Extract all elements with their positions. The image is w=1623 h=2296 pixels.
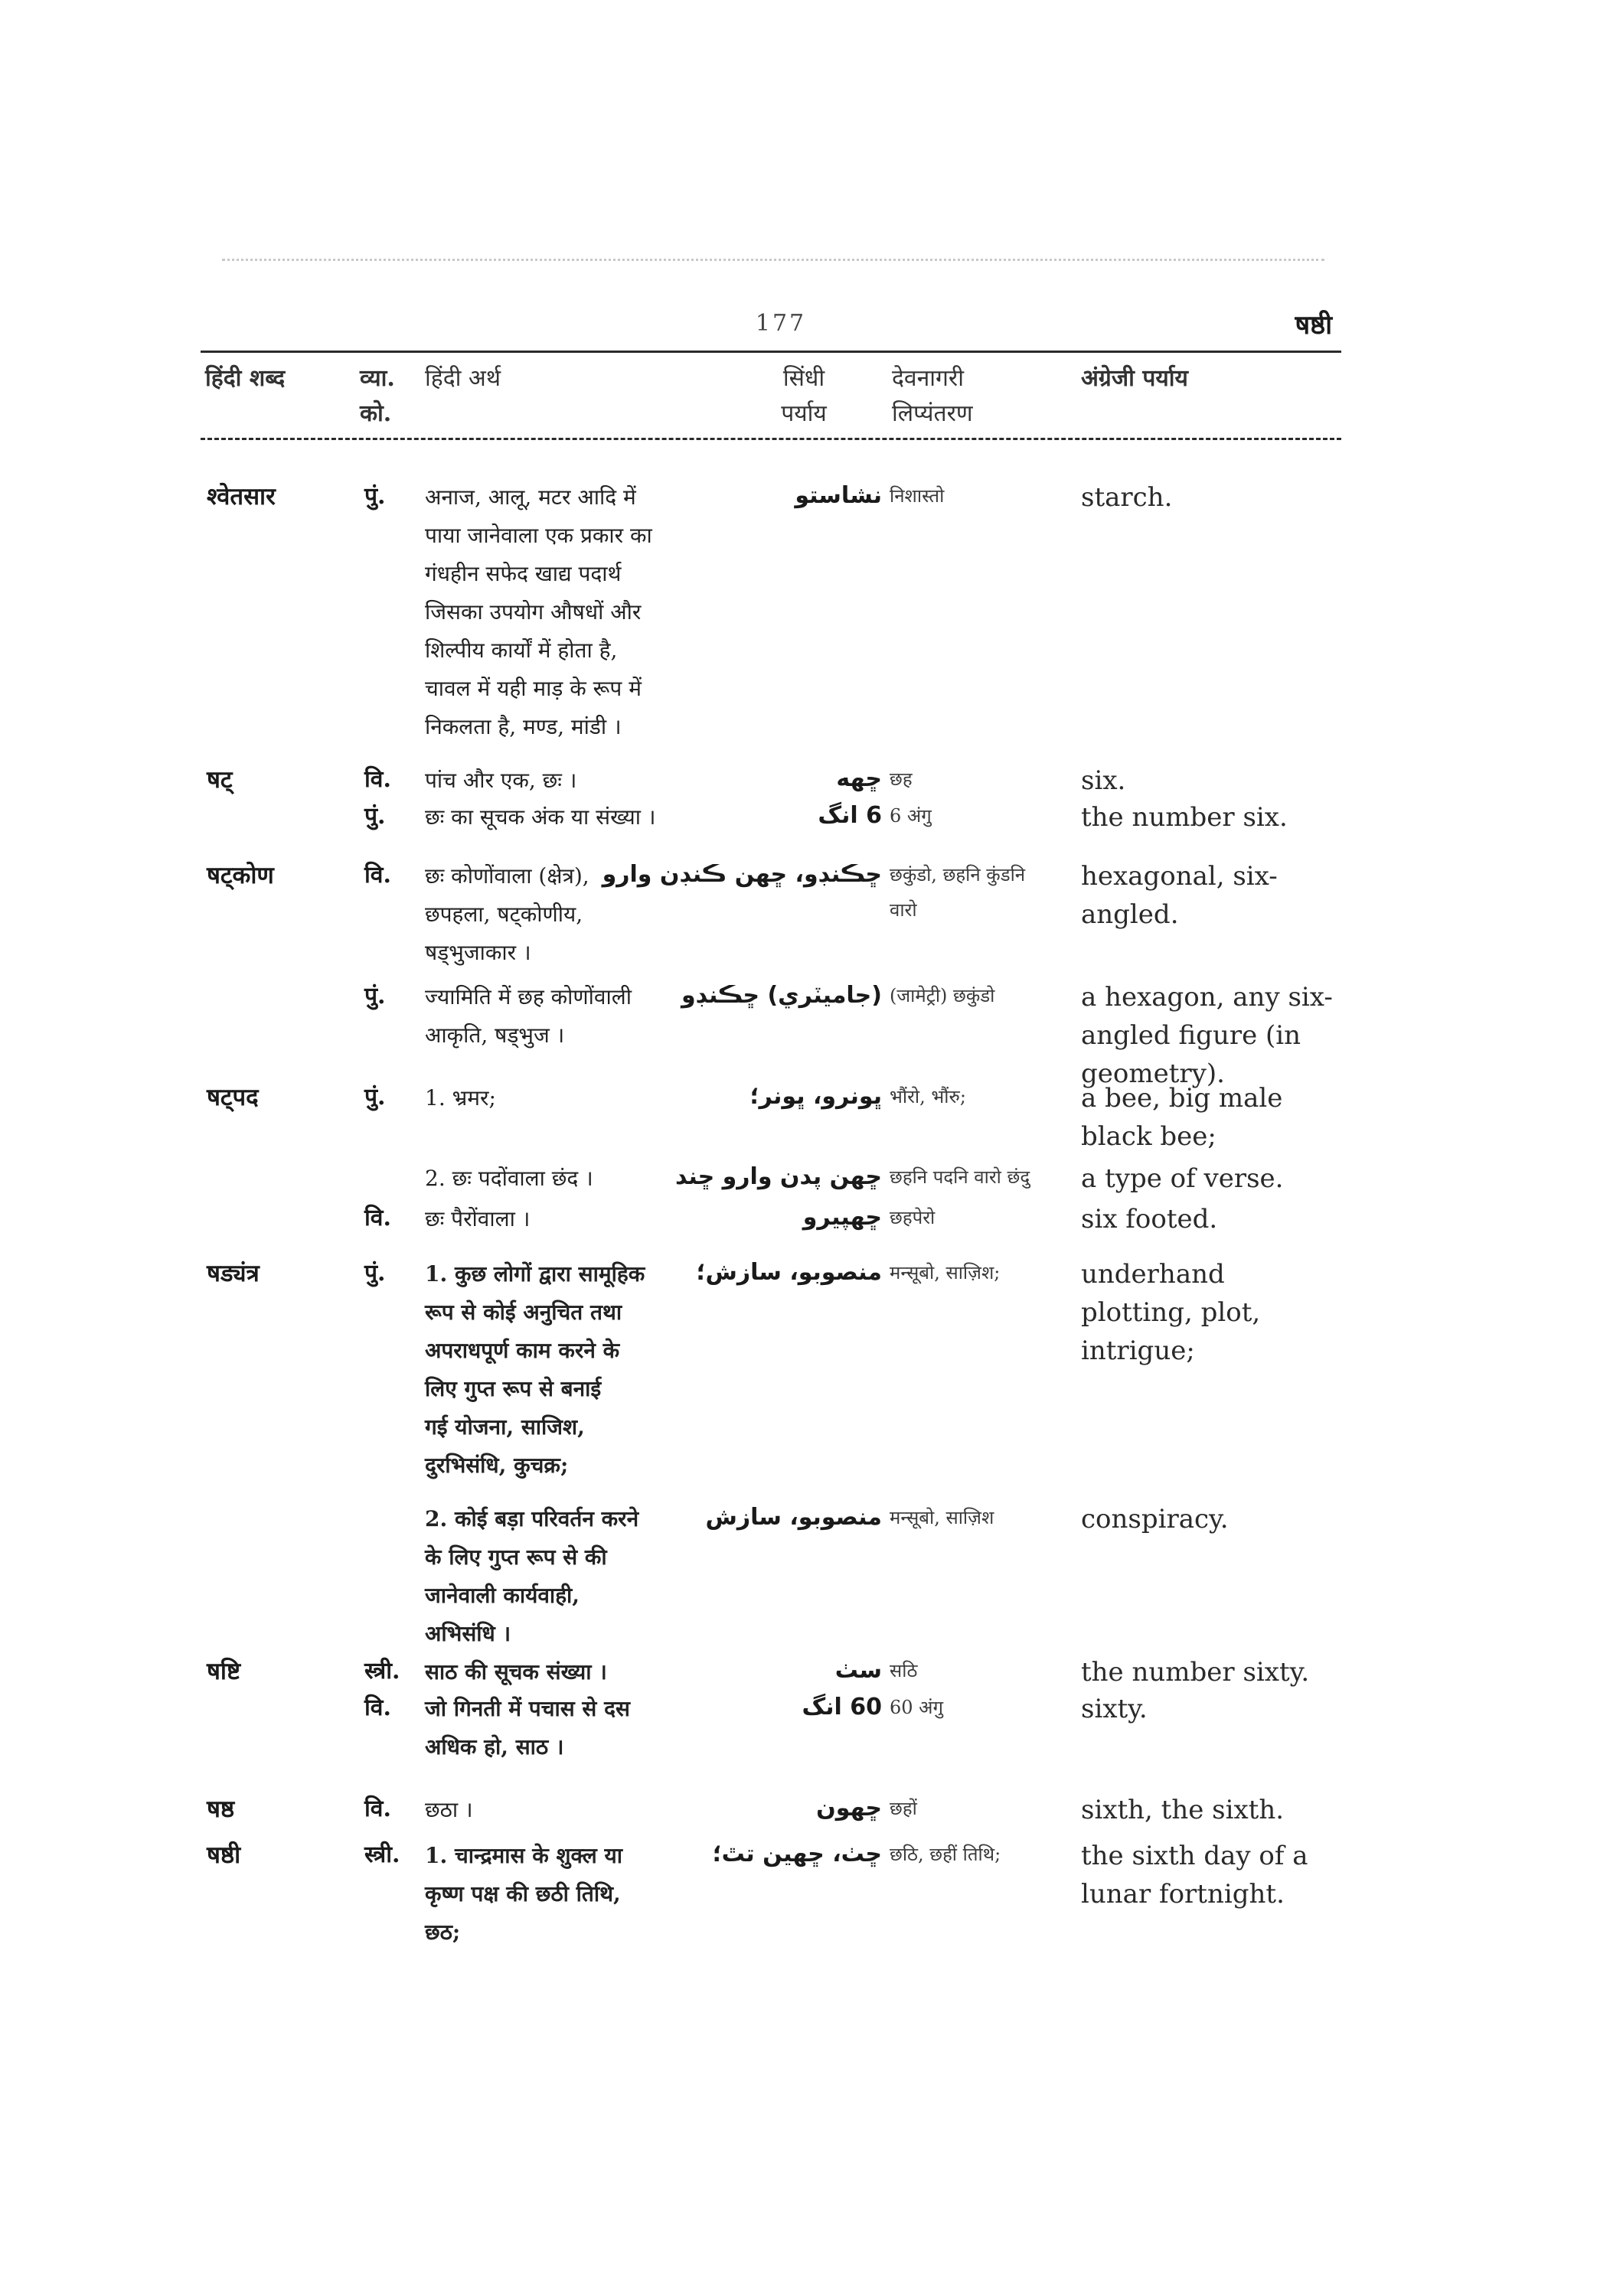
- transliteration-line: छहपेरो: [890, 1207, 936, 1228]
- english-equivalent: [1081, 1500, 1334, 1538]
- grammar-label: वि.: [364, 862, 391, 889]
- headword: श्वेतसार: [207, 483, 276, 510]
- headword: षड्यंत्र: [207, 1260, 260, 1287]
- meaning-line: 1. भ्रमर;: [425, 1085, 496, 1110]
- english-line: hexagonal, six-: [1081, 861, 1278, 892]
- meaning-line: छठा ।: [425, 1797, 473, 1822]
- col-head-sindhi: सिंधी पर्याय: [781, 365, 827, 427]
- english-line: sixty.: [1081, 1694, 1148, 1724]
- meaning-line: षड्भुजाकार ।: [425, 940, 531, 965]
- header-bottom-rule: [201, 438, 1341, 440]
- page-number: 177: [755, 310, 807, 337]
- sindhi-equivalent: ڇڪنڊو، ڇهن ڪنڊن وارو: [602, 861, 882, 888]
- scan-edge-mark: [222, 259, 1324, 261]
- grammar-label: वि.: [364, 1694, 391, 1721]
- english-line: a type of verse.: [1081, 1163, 1284, 1194]
- english-equivalent: [1081, 1690, 1334, 1728]
- english-equivalent: [1081, 478, 1334, 517]
- transliteration-line: छह: [890, 768, 913, 790]
- sindhi-equivalent: منصوبو، سازش: [705, 1504, 882, 1531]
- meaning-line: साठ की सूचक संख्या ।: [425, 1659, 607, 1684]
- english-line: six footed.: [1081, 1204, 1218, 1234]
- meaning-line: गई योजना, साजिश,: [425, 1414, 585, 1440]
- english-line: conspiracy.: [1081, 1504, 1229, 1534]
- headword: षट्: [207, 766, 233, 794]
- sindhi-equivalent: ڀونرو، ڀونر؛: [749, 1083, 882, 1110]
- headword: षट्कोण: [207, 862, 274, 889]
- english-line: a bee, big male: [1081, 1083, 1283, 1114]
- english-equivalent: [1081, 1653, 1334, 1691]
- meaning-line: छपहला, षट्कोणीय,: [425, 902, 583, 927]
- english-line: a hexagon, any six-: [1081, 982, 1333, 1013]
- english-equivalent: [1081, 857, 1334, 934]
- transliteration-line: छहनि पदनि वारो छंदु: [890, 1166, 1030, 1188]
- english-equivalent: [1081, 1255, 1334, 1370]
- devanagari-transliteration: [890, 762, 1073, 797]
- english-line: black bee;: [1081, 1121, 1216, 1152]
- transliteration-line: निशास्तो: [890, 485, 945, 507]
- transliteration-line: छकुंडो, छहनि कुंडनि: [890, 864, 1026, 885]
- grammar-label: वि.: [364, 1795, 391, 1822]
- english-equivalent: [1081, 762, 1334, 800]
- transliteration-line: छठि, छहीं तिथि;: [890, 1844, 1001, 1865]
- meaning-line: 2. छः पदोंवाला छंद ।: [425, 1166, 593, 1191]
- grammar-label: पुं.: [364, 483, 386, 510]
- sindhi-equivalent: ڇهه: [836, 765, 882, 792]
- col-head-english: अंग्रेजी पर्याय: [1081, 365, 1188, 392]
- grammar-label: वि.: [364, 766, 391, 793]
- running-head: षष्ठी: [1295, 310, 1332, 341]
- english-line: the number sixty.: [1081, 1657, 1310, 1688]
- english-line: angled.: [1081, 899, 1179, 930]
- english-equivalent: [1081, 1200, 1334, 1238]
- meaning-line: पांच और एक, छः ।: [425, 768, 577, 793]
- meaning-line: दुरभिसंधि, कुचक्र;: [425, 1453, 569, 1478]
- meaning-line: चावल में यही माड़ के रूप में: [425, 676, 642, 701]
- devanagari-transliteration: [890, 1653, 1073, 1688]
- devanagari-transliteration: [890, 1837, 1073, 1872]
- english-line: geometry).: [1081, 1058, 1225, 1089]
- meaning-line: शिल्पीय कार्यों में होता है,: [425, 638, 618, 663]
- col-head-devanagari: देवनागरी लिप्यंतरण: [892, 365, 973, 427]
- english-line: six.: [1081, 765, 1126, 796]
- meaning-line: अधिक हो, साठ ।: [425, 1734, 564, 1760]
- transliteration-line: छहों: [890, 1798, 917, 1819]
- transliteration-line: 60 अंगु: [890, 1697, 944, 1718]
- english-equivalent: [1081, 1159, 1334, 1198]
- english-line: starch.: [1081, 482, 1173, 513]
- grammar-label: पुं.: [364, 803, 386, 830]
- devanagari-transliteration: [890, 1159, 1073, 1195]
- meaning-line: छः कोणोंवाला (क्षेत्र),: [425, 863, 589, 889]
- devanagari-transliteration: [890, 1690, 1073, 1725]
- english-line: intrigue;: [1081, 1336, 1195, 1366]
- devanagari-transliteration: [890, 1791, 1073, 1826]
- meaning-line: छः पैरोंवाला ।: [425, 1206, 531, 1231]
- transliteration-line: सठि: [890, 1660, 918, 1681]
- transliteration-line: मन्सूबो, साज़िश;: [890, 1262, 1001, 1283]
- meaning-line: जानेवाली कार्यवाही,: [425, 1583, 580, 1608]
- meaning-line: 1. चान्द्रमास के शुक्ल या: [425, 1843, 622, 1868]
- meaning-line: छः का सूचक अंक या संख्या ।: [425, 804, 656, 830]
- meaning-line: लिए गुप्त रूप से बनाई: [425, 1376, 602, 1401]
- grammar-label: स्त्री.: [364, 1658, 400, 1684]
- sindhi-equivalent: ڇهپيرو: [802, 1204, 882, 1231]
- meaning-line: कृष्ण पक्ष की छठी तिथि,: [425, 1881, 621, 1906]
- column-header-row: [0, 361, 1623, 435]
- english-line: underhand: [1081, 1259, 1225, 1290]
- devanagari-transliteration: [890, 978, 1073, 1013]
- devanagari-transliteration: [890, 857, 1073, 928]
- meaning-line: के लिए गुप्त रूप से की: [425, 1544, 607, 1570]
- meaning-line: अनाज, आलू, मटर आदि में: [425, 484, 636, 510]
- sindhi-equivalent: ڇهون: [816, 1795, 882, 1821]
- meaning-line: जो गिनती में पचास से दस: [425, 1696, 630, 1721]
- meaning-line: 1. कुछ लोगों द्वारा सामूहिक: [425, 1261, 645, 1287]
- sindhi-equivalent: منصوبو، سازش؛: [696, 1259, 882, 1286]
- grammar-label: वि.: [364, 1205, 391, 1231]
- sindhi-equivalent: 60 انگ: [802, 1694, 882, 1720]
- grammar-label: पुं.: [364, 1084, 386, 1110]
- devanagari-transliteration: [890, 1079, 1073, 1114]
- english-line: the number six.: [1081, 802, 1288, 833]
- english-line: sixth, the sixth.: [1081, 1795, 1285, 1825]
- sindhi-equivalent: 6 انگ: [818, 802, 882, 829]
- sindhi-equivalent: ڇٺ، ڇهين تٿ؛: [712, 1841, 882, 1867]
- sindhi-equivalent: (جاميٽري) ڇڪنڊو: [681, 982, 882, 1009]
- transliteration-line: वारो: [890, 899, 917, 921]
- devanagari-transliteration: [890, 1500, 1073, 1535]
- meaning-line: आकृति, षड्भुज ।: [425, 1022, 565, 1048]
- meaning-line: जिसका उपयोग औषधों और: [425, 599, 642, 625]
- english-line: plotting, plot,: [1081, 1297, 1261, 1328]
- grammar-label: पुं.: [364, 1260, 386, 1287]
- english-equivalent: [1081, 1837, 1334, 1913]
- meaning-line: अपराधपूर्ण काम करने के: [425, 1338, 620, 1363]
- transliteration-line: मन्सूबो, साज़िश: [890, 1507, 994, 1528]
- meaning-line: 2. कोई बड़ा परिवर्तन करने: [425, 1506, 639, 1531]
- english-line: lunar fortnight.: [1081, 1879, 1285, 1910]
- english-equivalent: [1081, 1079, 1334, 1156]
- english-line: the sixth day of a: [1081, 1841, 1308, 1871]
- english-equivalent: [1081, 798, 1334, 837]
- english-line: angled figure (in: [1081, 1020, 1301, 1051]
- devanagari-transliteration: [890, 798, 1073, 833]
- col-head-grammar: व्या. को.: [360, 365, 395, 427]
- headword: षष्टि: [207, 1658, 241, 1685]
- col-head-hindi-word: हिंदी शब्द: [205, 365, 286, 392]
- transliteration-line: (जामेट्री) छकुंडो: [890, 985, 995, 1006]
- headword: षट्पद: [207, 1084, 259, 1111]
- sindhi-equivalent: نشاستو: [795, 482, 882, 509]
- hindi-meaning: [425, 478, 723, 746]
- meaning-line: रूप से कोई अनुचित तथा: [425, 1300, 622, 1325]
- meaning-line: निकलता है, मण्ड, मांडी ।: [425, 714, 622, 739]
- col-head-hindi-meaning: हिंदी अर्थ: [425, 365, 501, 392]
- devanagari-transliteration: [890, 478, 1073, 514]
- sindhi-equivalent: سٺ: [834, 1657, 882, 1684]
- headword: षष्ठ: [207, 1795, 235, 1823]
- grammar-label: पुं.: [364, 983, 386, 1009]
- meaning-line: गंधहीन सफेद खाद्य पदार्थ: [425, 561, 622, 586]
- meaning-line: ज्यामिति में छह कोणोंवाली: [425, 984, 632, 1009]
- meaning-line: पाया जानेवाला एक प्रकार का: [425, 523, 652, 548]
- devanagari-transliteration: [890, 1200, 1073, 1235]
- devanagari-transliteration: [890, 1255, 1073, 1290]
- header-top-rule: [201, 351, 1341, 353]
- sindhi-equivalent: ڇهن پدن وارو ڇند: [675, 1163, 882, 1190]
- meaning-line: अभिसंधि ।: [425, 1621, 511, 1646]
- grammar-label: स्त्री.: [364, 1841, 400, 1868]
- english-equivalent: [1081, 1791, 1334, 1829]
- transliteration-line: 6 अंगु: [890, 805, 932, 827]
- meaning-line: छठ;: [425, 1919, 461, 1945]
- headword: षष्ठी: [207, 1841, 241, 1869]
- transliteration-line: भौंरो, भौंरु;: [890, 1086, 966, 1107]
- english-equivalent: [1081, 978, 1334, 1093]
